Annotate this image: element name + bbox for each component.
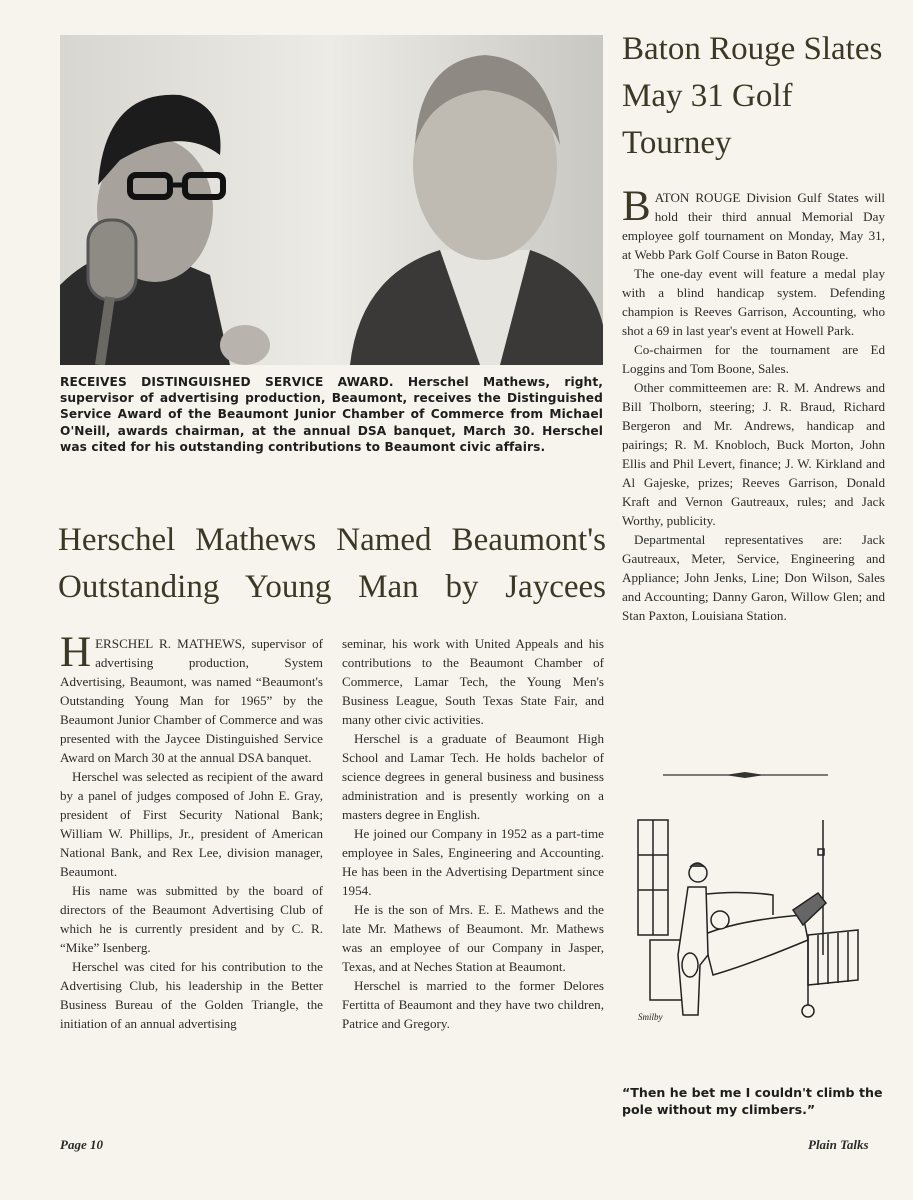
main-headline: Herschel Mathews Named Beaumont's Outstanding Young Man by Jaycees xyxy=(58,522,606,605)
article-paragraph: He joined our Company in 1952 as a part-time employee in Sales, Engineering and Accounting. He has been in the Advertising Department since 1954. xyxy=(342,826,604,898)
article-paragraph: Other committeemen are: R. M. Andrews and Bill Tholborn, steering; J. R. Braud, Richard Bergeron and Mr. Andrews, handicap and pairings; R. M. Knobloch, Buck Morton, John Ellis and Phil Levert, finance; J. W. Kirkland and Al Gajeske, prizes; Reeves Garrison, Donald Kraft and Vernon Gautreaux, rules; and Jack Worthy, publicity. xyxy=(622,380,885,528)
article-paragraph: BATON ROUGE Division Gulf States will hold their third annual Memorial Day employee golf tournament on Monday, May 31, at Webb Park Golf Course in Baton Rouge. xyxy=(622,183,885,262)
ornament-divider xyxy=(663,770,828,780)
article-paragraph: HERSCHEL R. MATHEWS, supervisor of advertising production, System Advertising, Beaumont, was named “Beaumont's Outstanding Young Man for 1965” by the Beaumont Junior Chamber of Commerce and was presented with the Jaycee Distinguished Service Award on March 30 at the annual DSA banquet. xyxy=(60,629,323,765)
drop-cap: H xyxy=(60,629,92,676)
article-paragraph: He is the son of Mrs. E. E. Mathews and the late Mr. Mathews of Beaumont. Mr. Mathews was an employee of our Company in Jasper, Texas, and at Neches Station at Beaumont. xyxy=(342,902,604,974)
cartoon-signature: Smilby xyxy=(638,1012,663,1022)
side-article-body xyxy=(622,183,885,625)
main-article-column-1 xyxy=(60,629,323,1033)
article-paragraph: Herschel was cited for his contribution to the Advertising Club, his leadership in the Better Business Bureau of the Golden Triangle, the initiation of an annual advertising xyxy=(60,959,323,1031)
article-paragraph: Co-chairmen for the tournament are Ed Loggins and Tom Boone, Sales. xyxy=(622,342,885,376)
publication-name: Plain Talks xyxy=(808,1137,869,1152)
page-number: Page 10 xyxy=(60,1137,103,1152)
article-paragraph: Herschel was selected as recipient of the award by a panel of judges composed of John E. Gray, president of First Security National Bank; William W. Phillips, Jr., president of American National Bank, and Rex Lee, division manager, Beaumont. xyxy=(60,769,323,879)
article-paragraph: His name was submitted by the board of directors of the Beaumont Advertising Club of which he is currently president and by C. R. “Mike” Isenberg. xyxy=(60,883,323,955)
cartoon-caption: “Then he bet me I couldn't climb the pole without my climbers.” xyxy=(622,1085,883,1117)
award-photo xyxy=(60,35,603,365)
cartoon-illustration xyxy=(628,815,873,1030)
drop-cap: B xyxy=(622,183,651,230)
article-paragraph: Departmental representatives are: Jack Gautreaux, Meter, Service, Engineering and Appliance; John Jenks, Line; Don Wilson, Sales and Accounting; Danny Garon, Willow Glen; and Stan Paxton, Louisiana Station. xyxy=(622,532,885,623)
article-paragraph: The one-day event will feature a medal play with a blind handicap system. Defending champion is Reeves Garrison, Accounting, who shot a 69 in last year's event at Howell Park. xyxy=(622,266,885,338)
article-paragraph: Herschel is a graduate of Beaumont High School and Lamar Tech. He holds bachelor of science degrees in general business and business administration and is presently working on a masters degree in English. xyxy=(342,731,604,822)
main-article-column-2 xyxy=(342,634,604,1033)
article-paragraph: Herschel is married to the former Delores Fertitta of Beaumont and they have two children, Patrice and Gregory. xyxy=(342,978,604,1031)
photo-caption: RECEIVES DISTINGUISHED SERVICE AWARD. Herschel Mathews, right, supervisor of advertising production, Beaumont, receives the Distinguished Service Award of the Beaumont Junior Chamber of Commerce from Michael O'Neill, awards chairman, at the annual DSA banquet, March 30. Herschel was cited for his outstanding contributions to Beaumont civic affairs. xyxy=(60,375,603,454)
side-headline: Baton Rouge Slates May 31 Golf Tourney xyxy=(622,31,883,161)
article-paragraph: seminar, his work with United Appeals and his contributions to the Beaumont Chamber of Commerce, Lamar Tech, the Young Men's Business League, South Texas State Fair, and many other civic activities. xyxy=(342,636,604,727)
